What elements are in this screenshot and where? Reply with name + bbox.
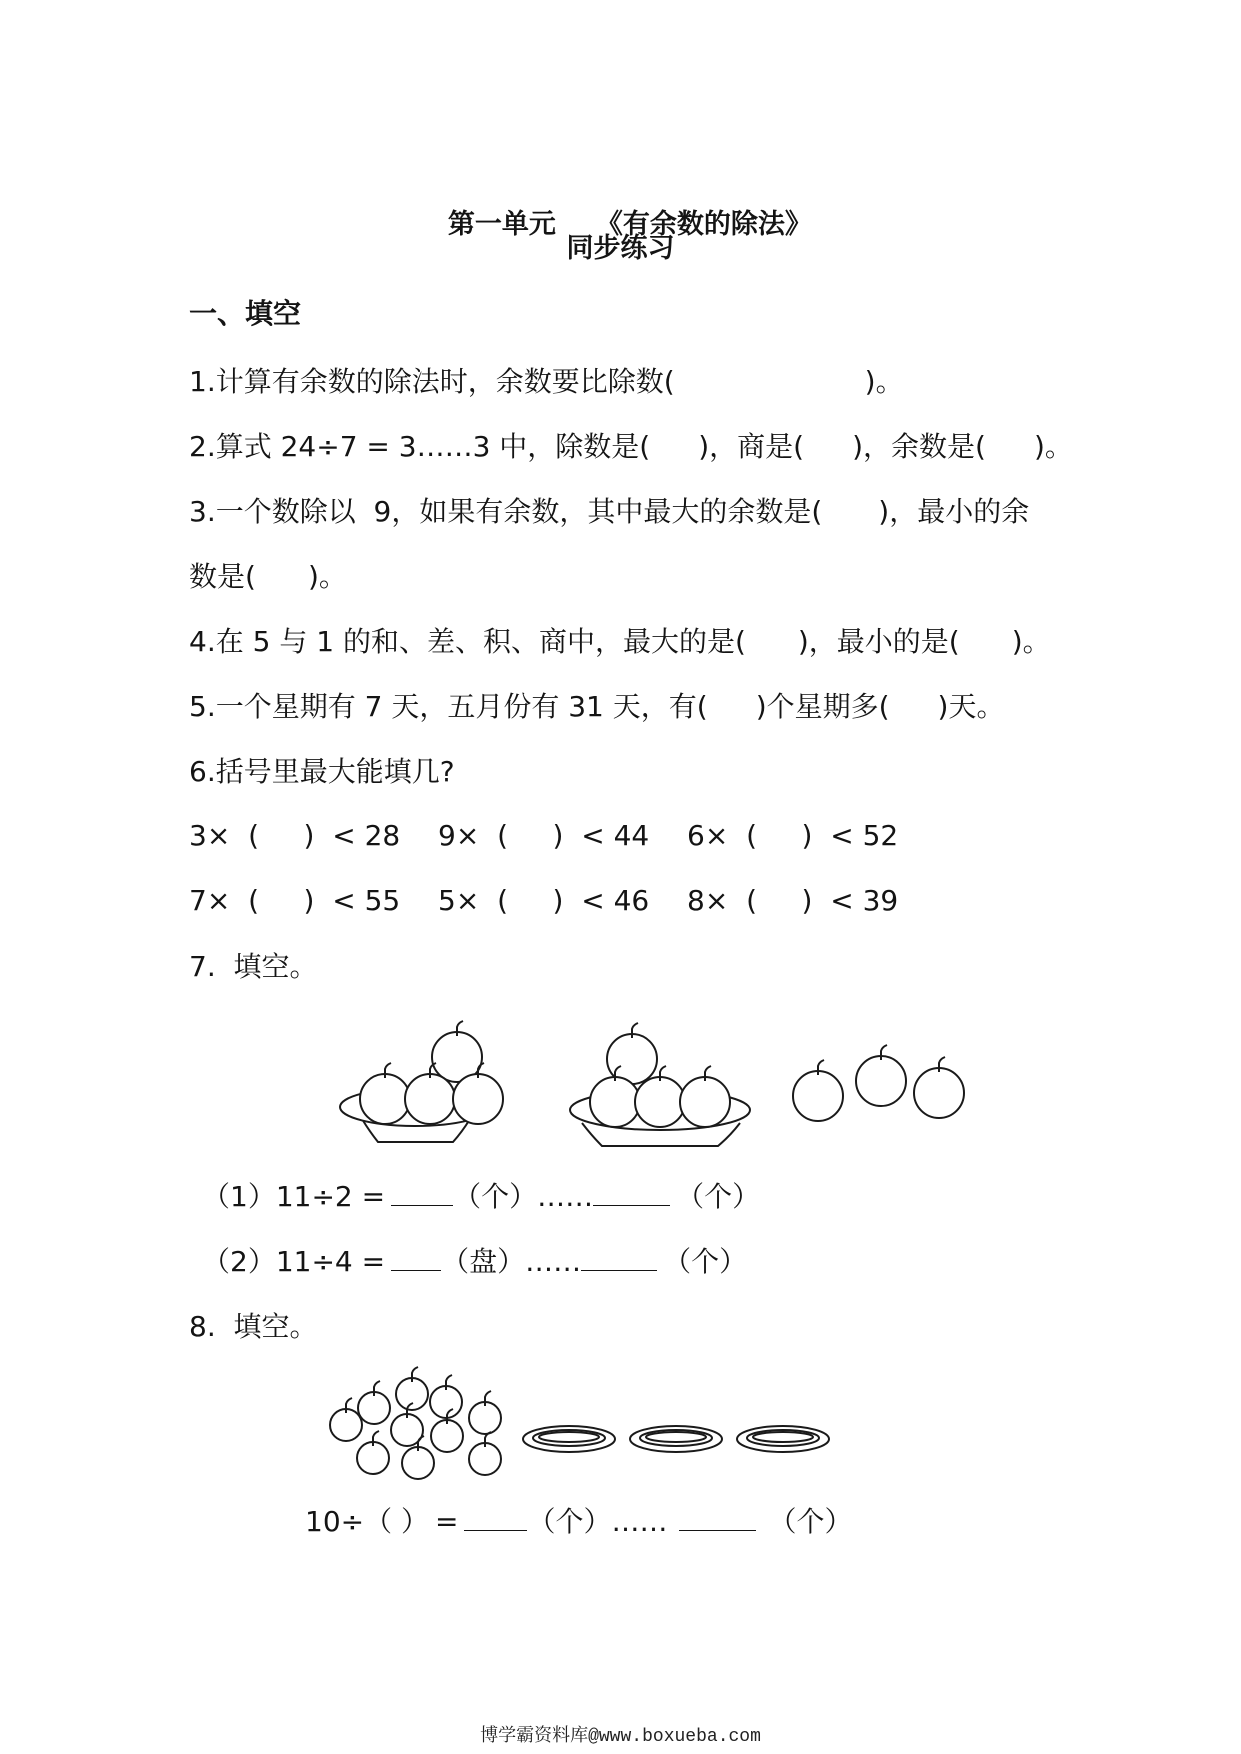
apple-body — [469, 1402, 501, 1434]
question-text: 数是( — [189, 560, 256, 593]
unit-label: （个） — [527, 1505, 612, 1538]
apple-body — [635, 1077, 685, 1127]
question-7-part-1 — [202, 1177, 760, 1217]
answer-underline — [464, 1510, 527, 1531]
question-text: 4.在 5 与 1 的和、差、积、商中，最大的是( — [189, 625, 746, 658]
inequality-item: 3× ( ) < 28 — [189, 819, 401, 852]
question-7: 7. 填空。 — [189, 950, 318, 983]
answer-blank — [708, 715, 756, 716]
answer-blank — [675, 390, 865, 391]
apple-group-plate-2 — [590, 1023, 730, 1127]
part-label: （2） — [202, 1245, 276, 1278]
inequality-item: 5× ( ) < 46 — [438, 884, 650, 917]
apple-body — [469, 1443, 501, 1475]
plate-icon — [630, 1426, 722, 1452]
question-text: )，余数是( — [852, 430, 986, 463]
question-2 — [189, 427, 1073, 467]
equals-sign: = — [435, 1505, 459, 1538]
question-1 — [189, 362, 904, 402]
inequality-item: 7× ( ) < 55 — [189, 884, 401, 917]
question-3-continued — [189, 557, 347, 597]
question-text: )，商是( — [698, 430, 805, 463]
worksheet-subtitle: 同步练习 — [566, 233, 675, 264]
apple-pile — [330, 1367, 501, 1479]
apple-body — [396, 1378, 428, 1410]
question-text: )个星期多( — [755, 690, 890, 723]
division-expression: 11÷4 = — [275, 1245, 386, 1278]
question-text: )，最小的余 — [878, 495, 1030, 528]
answer-blank — [890, 715, 938, 716]
part-label: （1） — [202, 1180, 276, 1213]
question-text: )，最小的是( — [797, 625, 960, 658]
inequality-item: 6× ( ) < 52 — [687, 819, 899, 852]
question-text: )。 — [307, 560, 347, 593]
unit-label: （个） — [768, 1505, 853, 1538]
apple-body — [680, 1077, 730, 1127]
apple-body — [590, 1077, 640, 1127]
apple-body — [856, 1056, 906, 1106]
apple-body — [360, 1074, 410, 1124]
apple-icon — [469, 1391, 501, 1434]
unit-label: （个） — [453, 1180, 538, 1213]
question-7-part-2 — [202, 1242, 747, 1282]
apples-on-plates-illustration — [320, 1015, 980, 1155]
answer-underline — [391, 1185, 453, 1206]
apple-icon — [856, 1045, 906, 1106]
plate-center — [753, 1432, 813, 1442]
plate-center — [539, 1432, 599, 1442]
answer-blank — [746, 650, 798, 651]
apple-icon — [358, 1381, 390, 1424]
apple-body — [914, 1068, 964, 1118]
question-5 — [189, 687, 1004, 727]
question-text: )。 — [1011, 625, 1051, 658]
unit-label: 第一单元 — [447, 209, 556, 240]
apple-icon — [360, 1063, 410, 1124]
answer-underline — [593, 1185, 670, 1206]
question-text: )天。 — [937, 690, 1005, 723]
ellipsis: …… — [611, 1505, 668, 1538]
apple-body — [357, 1442, 389, 1474]
unit-label: （个） — [663, 1245, 748, 1278]
unit-label: （盘） — [441, 1245, 526, 1278]
question-8: 8. 填空。 — [189, 1310, 318, 1343]
question-8-expression — [305, 1502, 853, 1542]
apple-icon — [469, 1432, 501, 1475]
section-heading: 一、填空 — [189, 297, 302, 330]
apple-body — [430, 1386, 462, 1418]
question-text: )。 — [864, 365, 904, 398]
question-text: 1.计算有余数的除法时，余数要比除数( — [189, 365, 675, 398]
question-text: 2.算式 24÷7 = 3……3 中，除数是( — [189, 430, 651, 463]
question-text: 3.一个数除以 9，如果有余数，其中最大的余数是( — [189, 495, 823, 528]
division-expression: 10÷ — [305, 1505, 365, 1538]
answer-underline — [391, 1250, 441, 1271]
answer-blank — [804, 455, 852, 456]
apple-group-loose — [793, 1045, 964, 1121]
question-6: 6.括号里最大能填几? — [189, 755, 455, 788]
apple-body — [405, 1074, 455, 1124]
plate-icon — [523, 1426, 615, 1452]
answer-underline — [581, 1250, 657, 1271]
answer-blank — [650, 455, 698, 456]
apple-icon — [680, 1066, 730, 1127]
question-4 — [189, 622, 1051, 662]
apple-body — [453, 1074, 503, 1124]
answer-blank — [822, 520, 878, 521]
division-expression: 11÷2 = — [275, 1180, 386, 1213]
unit-label: （个） — [676, 1180, 761, 1213]
plate-center — [646, 1432, 706, 1442]
answer-blank — [960, 650, 1012, 651]
apple-icon — [330, 1398, 362, 1441]
apple-body — [793, 1071, 843, 1121]
apple-icon — [357, 1431, 389, 1474]
answer-underline — [679, 1510, 756, 1531]
inequality-item: 9× ( ) < 44 — [438, 819, 650, 852]
apple-body — [402, 1447, 434, 1479]
apples-and-empty-plates-illustration — [320, 1360, 860, 1490]
apple-icon — [914, 1057, 964, 1118]
inequality-item: 8× ( ) < 39 — [687, 884, 899, 917]
apple-icon — [793, 1060, 843, 1121]
apple-body — [330, 1409, 362, 1441]
apple-body — [431, 1420, 463, 1452]
apple-group-plate-1 — [360, 1021, 503, 1124]
question-3 — [189, 492, 1029, 532]
ellipsis: …… — [537, 1180, 594, 1213]
apple-icon — [432, 1021, 482, 1082]
question-text: 5.一个星期有 7 天，五月份有 31 天，有( — [189, 690, 708, 723]
lesson-title: 《有余数的除法》 — [595, 209, 812, 240]
apple-icon — [430, 1375, 462, 1418]
answer-blank — [986, 455, 1034, 456]
apple-body — [358, 1392, 390, 1424]
question-text: )。 — [1033, 430, 1073, 463]
divisor-blank: （ ） — [364, 1505, 429, 1538]
answer-blank — [256, 585, 308, 586]
ellipsis: …… — [525, 1245, 582, 1278]
plate-icon — [737, 1426, 829, 1452]
footer-watermark: 博学霸资料库@www.boxueba.com — [480, 1727, 761, 1747]
worksheet-title — [0, 165, 1241, 240]
